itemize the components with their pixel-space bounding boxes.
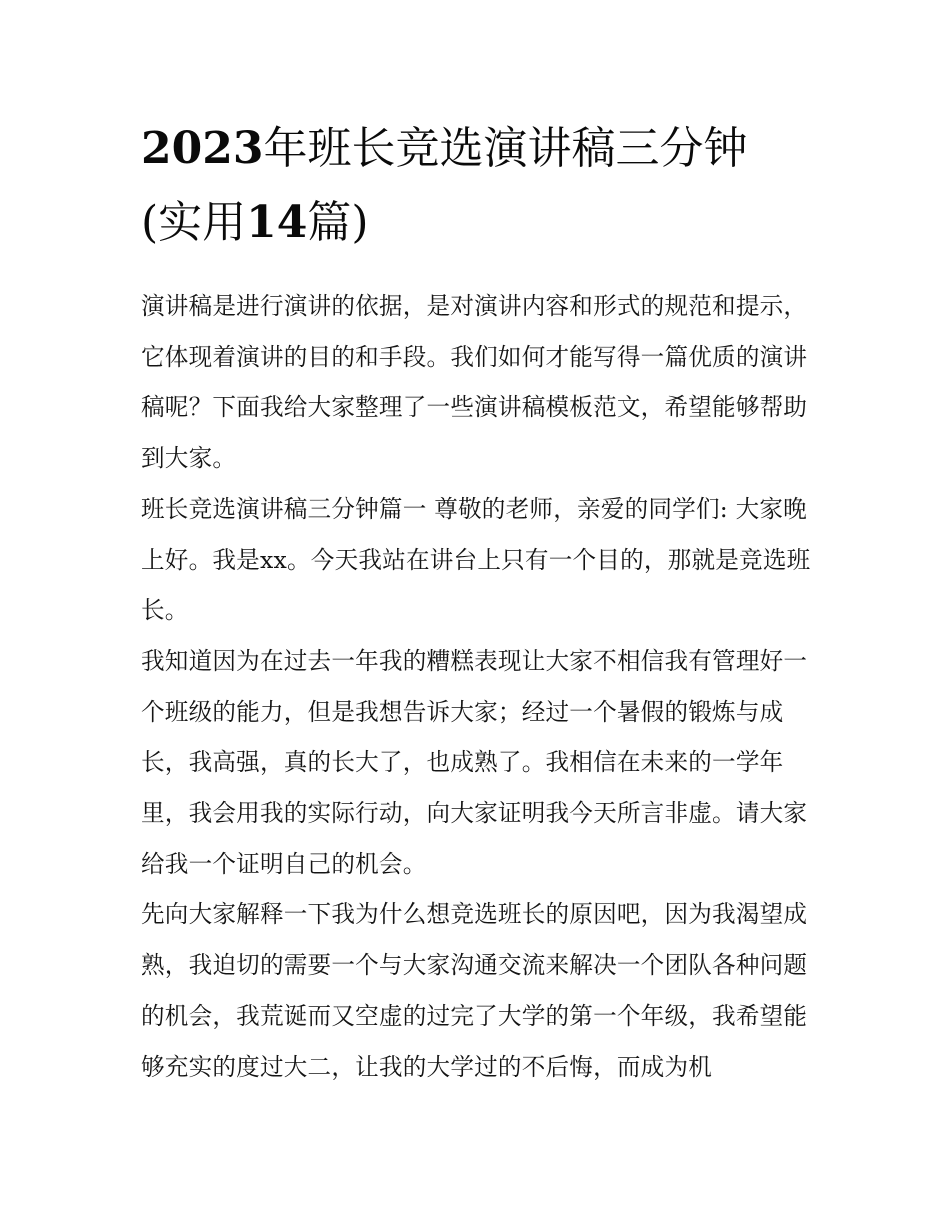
document-content (141, 112, 813, 1092)
paragraph-reflection: 我知道因为在过去一年我的糟糕表现让大家不相信我有管理好一个班级的能力，但是我想告诉大家；经过一个暑假的锻炼与成长，我高强，真的长大了，也成熟了。我相信在未来的一学年里，我会用我的实际行动，向大家证明我今天所言非虚。请大家给我一个证明自己的机会。 (141, 646, 808, 878)
paragraph-intro: 演讲稿是进行演讲的依据，是对演讲内容和形式的规范和提示，它体现着演讲的目的和手段。我们如何才能写得一篇优质的演讲稿呢？下面我给大家整理了一些演讲稿模板范文，希望能够帮助到大家。 (141, 292, 808, 473)
title-text-3: 篇) (307, 197, 369, 248)
paragraph-reason: 先向大家解释一下我为什么想竞选班长的原因吧，因为我渴望成熟，我迫切的需要一个与大家沟通交流来解决一个团队各种问题的机会，我荒诞而又空虚的过完了大学的第一个年级，我希望能够充实的度过大二，让我的大学过的不后悔，而成为机 (141, 900, 808, 1081)
document-title (141, 112, 813, 260)
title-text-2: (实用 (141, 197, 247, 248)
title-text-1: 年班长竞选演讲稿三分钟 (263, 123, 748, 174)
title-count: 14 (246, 197, 308, 248)
paragraph-greeting: 班长竞选演讲稿三分钟篇一 尊敬的老师，亲爱的同学们: 大家晚上好。我是xx。今天我站在讲台上只有一个目的，那就是竞选班长。 (141, 494, 811, 625)
title-year: 2023 (141, 123, 264, 174)
